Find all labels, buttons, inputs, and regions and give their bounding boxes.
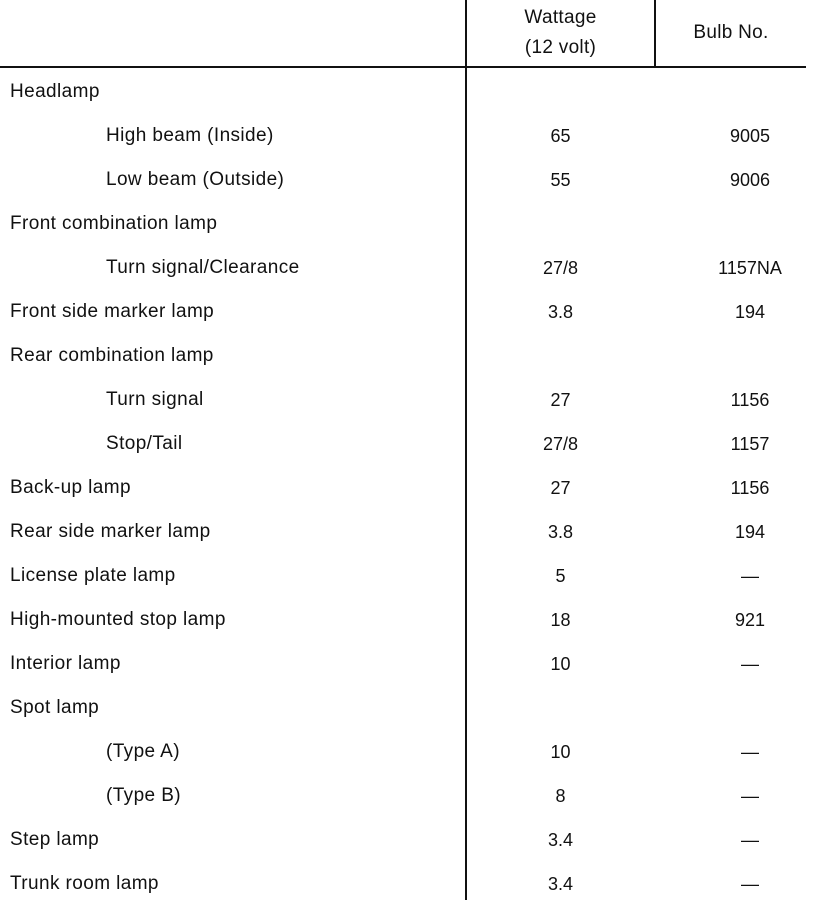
bulb-cell: 1156: [730, 390, 770, 410]
table-row: [0, 334, 816, 378]
table-row: [0, 818, 816, 862]
wattage-cell: 10: [550, 654, 571, 674]
wattage-cell: 27/8: [542, 434, 579, 454]
table-row: [0, 686, 816, 730]
item-cell: Interior lamp: [10, 653, 121, 674]
bulb-cell: 1157NA: [718, 258, 782, 278]
bulb-cell: 9006: [729, 170, 771, 190]
table-row: [0, 246, 816, 290]
wattage-cell: 3.4: [547, 830, 574, 850]
item-cell: High-mounted stop lamp: [10, 609, 226, 630]
bulb-cell: [656, 334, 816, 378]
bulb-cell: —: [741, 566, 759, 586]
bulb-cell: 194: [734, 302, 766, 322]
item-cell: Trunk room lamp: [10, 873, 159, 894]
bulb-cell: —: [741, 742, 759, 762]
item-cell: Front side marker lamp: [10, 301, 215, 322]
wattage-cell: 10: [550, 742, 571, 762]
item-cell: Stop/Tail: [106, 433, 183, 454]
item-cell: Turn signal: [106, 389, 204, 410]
table-row: [0, 598, 816, 642]
table-row: [0, 158, 816, 202]
item-cell: Front combination lamp: [10, 213, 218, 234]
table-row: [0, 378, 816, 422]
header-rule: [0, 66, 806, 68]
wattage-cell: 27: [550, 478, 571, 498]
item-cell: Spot lamp: [10, 697, 100, 718]
table-row: [0, 290, 816, 334]
table-row: [0, 202, 816, 246]
wattage-cell: [467, 70, 654, 114]
bulb-cell: 1156: [730, 478, 770, 498]
table-row: [0, 862, 816, 906]
wattage-cell: [467, 334, 654, 378]
bulb-cell: [656, 202, 816, 246]
bulb-cell: —: [741, 874, 759, 894]
item-cell: License plate lamp: [10, 565, 176, 586]
bulb-cell: [656, 686, 816, 730]
item-cell: (Type A): [106, 741, 180, 762]
wattage-header-line1: Wattage: [524, 7, 597, 28]
wattage-cell: 55: [550, 170, 571, 190]
table-row: [0, 642, 816, 686]
bulb-cell: —: [741, 654, 759, 674]
wattage-column-header: [467, 0, 654, 66]
table-row: [0, 730, 816, 774]
item-cell: Step lamp: [10, 829, 100, 850]
bulb-cell: 9005: [729, 126, 771, 146]
wattage-cell: 3.8: [547, 522, 574, 542]
bulb-cell: —: [741, 830, 759, 850]
bulb-cell: 194: [734, 522, 766, 542]
wattage-cell: 5: [555, 566, 566, 586]
wattage-cell: 27/8: [542, 258, 579, 278]
bulb-cell: 1157: [730, 434, 770, 454]
bulb-no-header-label: Bulb No.: [693, 22, 769, 43]
table-row: [0, 554, 816, 598]
wattage-cell: 18: [550, 610, 571, 630]
wattage-cell: 3.8: [547, 302, 574, 322]
item-cell: High beam (Inside): [106, 125, 274, 146]
table-row: [0, 422, 816, 466]
table-row: [0, 70, 816, 114]
item-cell: Turn signal/Clearance: [106, 257, 300, 278]
table-row: [0, 466, 816, 510]
wattage-cell: 27: [550, 390, 571, 410]
wattage-cell: 65: [550, 126, 571, 146]
item-cell: Rear combination lamp: [10, 345, 214, 366]
bulb-cell: 921: [734, 610, 766, 630]
item-cell: Rear side marker lamp: [10, 521, 211, 542]
wattage-cell: [467, 686, 654, 730]
wattage-cell: 8: [555, 786, 566, 806]
wattage-cell: [467, 202, 654, 246]
bulb-cell: —: [741, 786, 759, 806]
table-row: [0, 114, 816, 158]
item-cell: Back-up lamp: [10, 477, 131, 498]
item-cell: Headlamp: [10, 81, 100, 102]
item-cell: (Type B): [106, 785, 181, 806]
wattage-header-line2: (12 volt): [524, 37, 597, 58]
table-row: [0, 774, 816, 818]
bulb-cell: [656, 70, 816, 114]
wattage-cell: 3.4: [547, 874, 574, 894]
item-cell: Low beam (Outside): [106, 169, 285, 190]
bulb-no-column-header: [656, 0, 806, 66]
table-row: [0, 510, 816, 554]
